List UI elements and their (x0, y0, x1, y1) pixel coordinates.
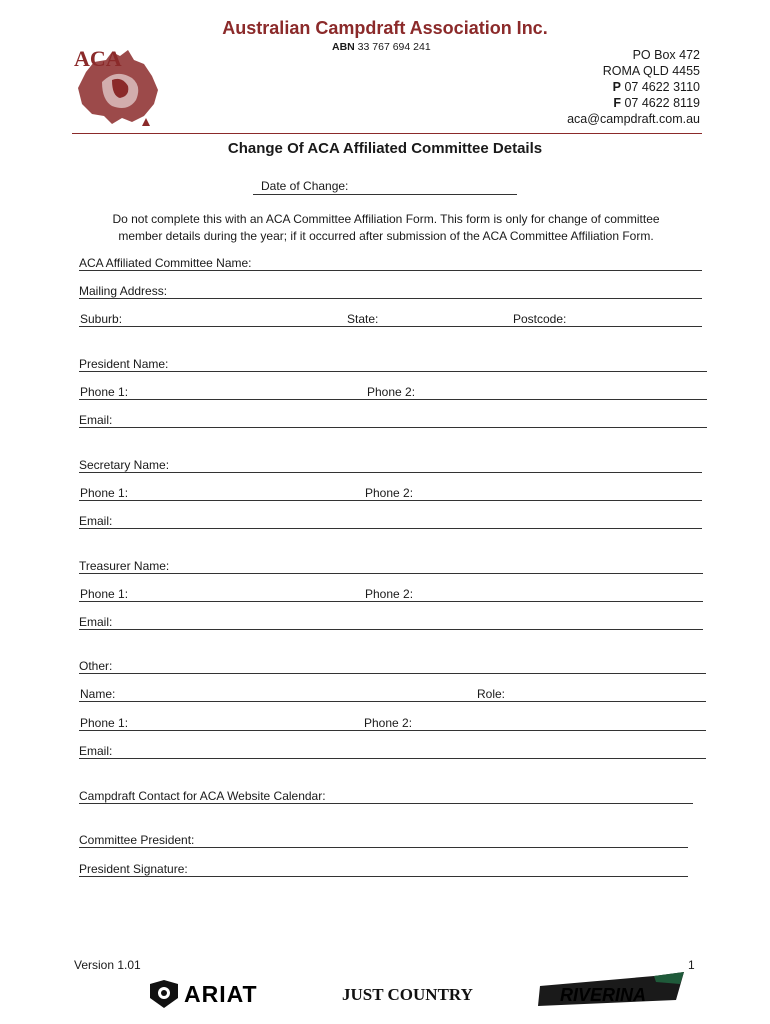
president-signature-field[interactable] (79, 862, 688, 877)
fax-line (567, 95, 700, 111)
logo-text: ACA (74, 46, 122, 71)
president-phone1-label: Phone 1: (80, 385, 129, 399)
instructions-line-1: Do not complete this with an ACA Committee Affiliation Form. This form is only for change of committee (112, 212, 660, 226)
page-number: 1 (688, 958, 695, 972)
mailing-address-field[interactable] (79, 284, 702, 299)
secretary-name-label: Secretary Name: (79, 458, 170, 472)
committee-president-label: Committee President: (79, 833, 195, 847)
header-divider (72, 133, 702, 134)
date-of-change-label: Date of Change: (261, 179, 349, 193)
suburb-state-postcode-field[interactable] (79, 312, 702, 327)
phone-number: 07 4622 3110 (624, 80, 700, 94)
version-label: Version 1.01 (74, 958, 141, 972)
secretary-email-label: Email: (79, 514, 113, 528)
mailing-address-label: Mailing Address: (79, 284, 168, 298)
treasurer-name-label: Treasurer Name: (79, 559, 170, 573)
secretary-email-field[interactable] (79, 514, 702, 529)
president-signature-label: President Signature: (79, 862, 188, 876)
president-phone2-label: Phone 2: (367, 385, 416, 399)
riverina-text: RIVERINA (560, 985, 647, 1005)
other-email-label: Email: (79, 744, 113, 758)
treasurer-phone1-label: Phone 1: (80, 587, 129, 601)
instructions-line-2: member details during the year; if it occurred after submission of the ACA Committee Affiliation Form. (118, 229, 654, 243)
abn-label: ABN (332, 41, 355, 53)
aca-logo (72, 42, 164, 130)
abn (332, 41, 431, 53)
secretary-name-field[interactable] (79, 458, 702, 473)
president-email-label: Email: (79, 413, 113, 427)
state-label: State: (347, 312, 379, 326)
just-country-text: JUST COUNTRY (342, 985, 473, 1004)
campdraft-contact-label: Campdraft Contact for ACA Website Calendar: (79, 789, 326, 803)
phone-label: P (612, 80, 621, 94)
secretary-phone2-label: Phone 2: (365, 486, 414, 500)
other-phone-field[interactable] (79, 716, 706, 731)
treasurer-email-field[interactable] (79, 615, 703, 630)
committee-president-field[interactable] (79, 833, 688, 848)
secretary-phone1-label: Phone 1: (80, 486, 129, 500)
treasurer-name-field[interactable] (79, 559, 703, 574)
campdraft-contact-field[interactable] (79, 789, 693, 804)
other-name-role-field[interactable] (79, 687, 706, 702)
ariat-text: ARIAT (184, 981, 258, 1007)
other-email-field[interactable] (79, 744, 706, 759)
secretary-phone-field[interactable] (79, 486, 702, 501)
treasurer-phone-field[interactable] (79, 587, 703, 602)
date-of-change-field[interactable] (253, 179, 517, 195)
organisation-title: Australian Campdraft Association Inc. (222, 18, 548, 38)
other-role-label: Role: (477, 687, 506, 701)
committee-name-field[interactable] (79, 256, 702, 271)
fax-number: 07 4622 8119 (624, 96, 700, 110)
treasurer-email-label: Email: (79, 615, 113, 629)
contact-block (567, 47, 700, 127)
president-phone-field[interactable] (79, 385, 707, 400)
contact-email[interactable]: aca@campdraft.com.au (567, 112, 700, 126)
abn-number: 33 767 694 241 (357, 41, 431, 53)
fax-label: F (613, 96, 621, 110)
other-phone1-label: Phone 1: (80, 716, 129, 730)
phone-line (567, 79, 700, 95)
president-email-field[interactable] (79, 413, 707, 428)
suburb-label: Suburb: (80, 312, 123, 326)
other-name-label: Name: (80, 687, 116, 701)
other-label: Other: (79, 659, 113, 673)
other-field[interactable] (79, 659, 706, 674)
riverina-logo (536, 970, 686, 1015)
president-name-label: President Name: (79, 357, 169, 371)
president-name-field[interactable] (79, 357, 707, 372)
postcode-label: Postcode: (513, 312, 567, 326)
other-phone2-label: Phone 2: (364, 716, 413, 730)
form-instructions (78, 211, 694, 245)
city-address: ROMA QLD 4455 (602, 64, 700, 78)
just-country-logo (342, 985, 473, 1005)
ariat-logo (148, 978, 298, 1015)
treasurer-phone2-label: Phone 2: (365, 587, 414, 601)
form-title: Change Of ACA Affiliated Committee Details (227, 140, 543, 157)
committee-name-label: ACA Affiliated Committee Name: (79, 256, 252, 270)
po-box: PO Box 472 (632, 48, 700, 62)
